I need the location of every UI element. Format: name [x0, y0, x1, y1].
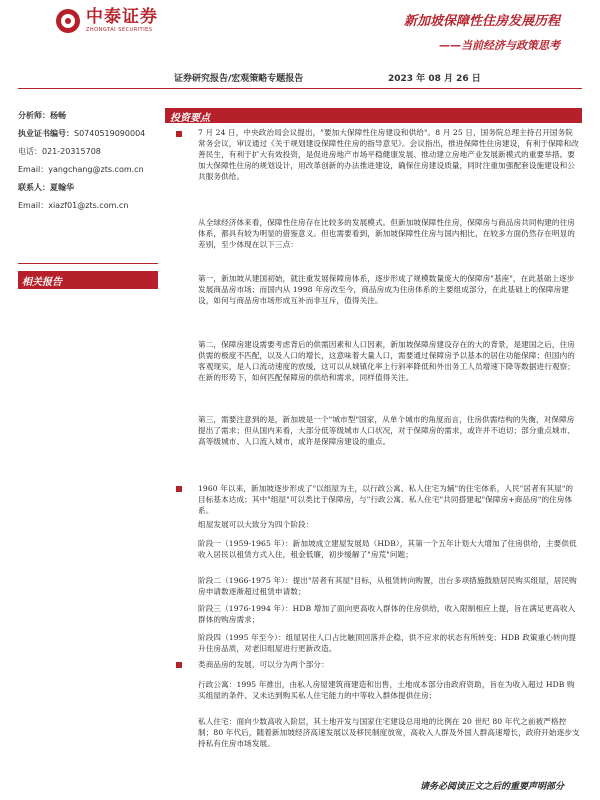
- logo-icon: [56, 9, 80, 33]
- logo-name-en: ZHONGTAI SECURITIES: [86, 27, 153, 33]
- paragraph-4: 第二，保障房建设需要考虑背后的供需因素和人口因素，新加坡保障房建设存在的大的背景，是建国之后，住房供需的极度不匹配，以及人口的增长，这意味着大量人口，需要通过保障房予以基本的居住功能保障；但国内的客观现实，是人口流动速度的放缓，这可以从城镇化率上行斜率降低和外出务工人员增速下降等数据进行观察；在新的形势下，如何匹配保障房的供给和需求，同样值得关注。: [198, 340, 575, 382]
- phone-line: 电话：021-20315708: [18, 147, 101, 156]
- section-title: 投资要点: [170, 113, 210, 124]
- paragraph-14: 私人住宅：面向少数高收入阶层，其土地开发与国家住宅建设总用地的比例在 20 世纪 80 年代之前被严格控制；80 年代后，随着新加坡经济高速发展以及移民制度放宽，高收入人群及外国人群高速增长，政府开始逐步支持私有住房市场发展。: [198, 717, 580, 748]
- paragraph-2: 从全球经济体来看，保障性住房存在比较多的发展模式。但新加坡保障性住房，保障房与商品房共同构建的住房体系，都具有较为明显的借鉴意义。但也需要看到，新加坡保障性住房与国内相比，在较多方面仍然存在明显的差别，至少体现在以下三点：: [198, 218, 575, 249]
- report-date: 2023 年 08 月 26 日: [388, 74, 481, 84]
- paragraph-13: 行政公寓：1995 年推出，由私人房屋建筑商建造和出售，土地成本部分由政府资助，旨在为收入超过 HDB 购买组屋的条件、又未达到购买私人住宅能力的中等收入群体提供住房；: [198, 680, 575, 700]
- header-divider: [18, 88, 582, 89]
- report-title: 新加坡保障性住房发展历程: [403, 14, 560, 29]
- bullet-icon: [176, 131, 182, 137]
- analyst-line: 分析师：杨畅: [18, 111, 66, 120]
- email-line-1: Email：yangchang@zts.com.cn: [18, 165, 144, 174]
- email-link-1[interactable]: yangchang@zts.com.cn: [48, 165, 144, 174]
- sidebar-divider: [18, 263, 158, 264]
- bullet-icon: [176, 662, 182, 668]
- email-link-2[interactable]: xiazf01@zts.com.cn: [48, 201, 129, 210]
- email-line-2: Email：xiazf01@zts.com.cn: [18, 201, 129, 210]
- bullet-icon: [176, 486, 182, 492]
- paragraph-10: 阶段三（1976-1994 年）：HDB 增加了面向更高收入群体的住房供给，收入限制相应上提，旨在满足更高收入群体的购房需求；: [198, 604, 576, 624]
- footer-disclaimer: 请务必阅读正文之后的重要声明部分: [419, 782, 564, 792]
- contact-line: 联系人：夏翰华: [18, 183, 74, 192]
- paragraph-8: 阶段一（1959-1965 年）：新加坡成立建屋发展局（HDB），其第一个五年计划大大增加了住房供给，主要供低收入居民以租赁方式入住，租金低廉，初步缓解了"房荒"问题；: [198, 539, 577, 559]
- paragraph-3: 第一，新加坡从建国初始，就注重发展保障房体系，逐步形成了规模数量庞大的保障房"基座"，在此基础上逐步发展商品房市场；而国内从 1998 年房改至今，商品房成为住房体系的主要组成部分，在此基础上的保障房建设，如何与商品房市场形成互补而非互斥，值得关注。: [198, 274, 575, 305]
- report-subtitle: ——当前经济与政策思考: [439, 39, 560, 52]
- paragraph-11: 阶段四（1995 年至今）：组屋居住人口占比触顶回落并企稳，供不应求的状态有所转变；HDB 政策重心转向提升住房品质，对老旧组屋进行更新改造。: [198, 633, 577, 653]
- report-type: 证券研究报告/宏观策略专题报告: [174, 74, 304, 84]
- related-reports-header: 相关报告: [18, 271, 158, 289]
- paragraph-5: 第三，需要注意到的是，新加坡是一个"城市型"国家，从单个城市的角度而言，住房供需结构的失衡，对保障房提出了需求；但从国内来看，大部分低等级城市人口状况，对于保障房的需求，或许并不迫切；部分重点城市、高等级城市、人口流入城市，或许是保障房建设的重点。: [198, 415, 575, 446]
- logo-name-cn: 中泰证券: [86, 7, 158, 27]
- paragraph-6: 1960 年以来，新加坡逐步形成了"以组屋为主，以行政公寓、私人住宅为辅"的住宅体系，人民"居者有其屋"的目标基本达成；其中"组屋"可以类比于保障房，与"行政公寓、私人住宅"共同搭建起"保障房+商品房"的住房体系。: [198, 484, 574, 515]
- sidebar: [18, 110, 158, 218]
- paragraph-12: 类商品房的发展，可以分为两个部分：: [198, 660, 329, 669]
- paragraph-1: 7 月 24 日，中央政治局会议提出，"要加大保障性住房建设和供给"。8 月 25 日，国务院总理主持召开国务院常务会议，审议通过《关于规划建设保障性住房的指导意见》。会议指出，推进保障性住房建设，有利于保障和改善民生，有利于扩大有效投资，是促进房地产市场平稳健康发展、推动建立房地产业发展新模式的重要举措。要加大保障性住房的规划设计，用改革创新的办法推进建设，确保住房建设质量，同时注重加强配套设施建设和公共服务供给。: [198, 128, 579, 181]
- paragraph-9: 阶段二（1966-1975 年）：提出"居者有其屋"目标，从租赁转向购置，出台多项措施鼓励居民购买组屋，居民购房申请数逐渐超过租赁申请数；: [198, 576, 577, 596]
- company-logo: [56, 8, 158, 33]
- paragraph-7: 组屋发展可以大致分为四个阶段：: [198, 520, 314, 529]
- section-header-bar: [165, 108, 582, 123]
- cert-line: 执业证书编号：S0740519090004: [18, 129, 146, 138]
